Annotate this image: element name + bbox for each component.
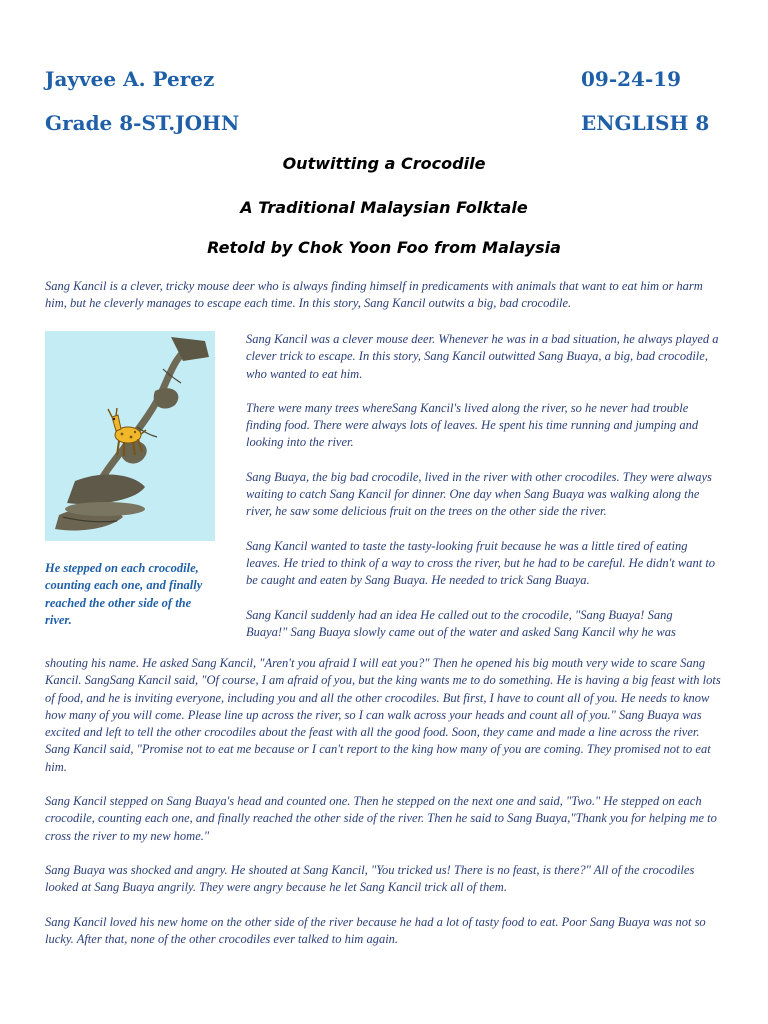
story-title: Outwitting a Crocodile [282, 154, 486, 173]
idea-paragraph-start [246, 607, 724, 642]
story-paragraph: Sang Buaya, the big bad crocodile, lived in the river with other crocodiles. They were always waiting to catch Sang Kancil for dinner. One day when Sang Buaya was walking along the river, he saw some delicious fruit on the trees on the other side the river. [246, 469, 712, 519]
story-paragraph: Sang Buaya was shocked and angry. He shouted at Sang Kancil, "You tricked us! There is no feast, is there?" All of the crocodiles looked at Sang Buaya angrily. They were angry because he let Sang Kancil trick all of them. [45, 862, 695, 895]
grade-section: Grade 8-ST.JOHN [45, 111, 240, 135]
story-paragraph: Sang Kancil stepped on Sang Buaya's head and counted one. Then he stepped on the next one and said, "Two." He stepped on each crocodile, counting each one, and finally reached the other side of the river. Then he said to Sang Buaya,"Thank you for helping me to cross the river to my new home." [45, 794, 717, 843]
crocodile-bridge-illustration [45, 331, 215, 541]
idea-line-2: Buaya!" Sang Buaya slowly came out of the water and asked Sang Kancil why he was [246, 624, 676, 639]
idea-paragraph-continued: shouting his name. He asked Sang Kancil, "Aren't you afraid I will eat you?" Then he opened his big mouth very wide to scare Sang Kancil. SangSang Kancil said, "Of course, I am afraid of you, but the king wants me to do something. He is having a big feast with lots of food, and he is inviting everyone, including you and all the other crocodiles. But first, I have to count all of you. He needs to know how many of you will come. Please line up across the river, so I can walk across your heads and count all of you." Sang Buaya was excited and left to tell the other crocodiles about the feast with all the good food. Soon, they came and made a line across the river. Sang Kancil said, "Promise not to eat me because or I can't report to the king how many of you are coming. They promised not to eat him. [45, 656, 721, 774]
subject: ENGLISH 8 [581, 111, 710, 135]
story-credit: Retold by Chok Yoon Foo from Malaysia [207, 238, 561, 257]
date: 09-24-19 [581, 67, 682, 91]
story-paragraph: Sang Kancil loved his new home on the other side of the river because he had a lot of tasty food to eat. Poor Sang Buaya was not so lucky. After that, none of the other crocodiles ever talked to him again. [45, 914, 706, 946]
idea-line-1: Sang Kancil suddenly had an idea He called out to the crocodile, "Sang Buaya! Sang [246, 607, 673, 622]
story-paragraph: Sang Kancil wanted to taste the tasty-looking fruit because he was a little tired of eating leaves. He tried to think of a way to cross the river, but he had to be careful. He didn't want to be caught and eaten by Sang Buaya. He needed to trick Sang Buaya. [246, 538, 716, 588]
illustration-caption: He stepped on each crocodile, counting each one, and finally reached the other side of the river. [45, 561, 203, 627]
intro-paragraph: Sang Kancil is a clever, tricky mouse deer who is always finding himself in predicaments with animals that want to eat him or harm him, but he cleverly manages to escape each time. In this story, Sang Kancil outwits a big, bad crocodile. [45, 279, 703, 311]
story-paragraph: There were many trees whereSang Kancil's lived along the river, so he never had trouble finding food. There were always lots of leaves. He spent his time running and jumping and looking into the river. [246, 400, 699, 450]
story-subtitle: A Traditional Malaysian Folktale [240, 198, 528, 217]
student-name: Jayvee A. Perez [45, 67, 215, 91]
story-paragraph: Sang Kancil was a clever mouse deer. Whenever he was in a bad situation, he always played a clever trick to escape. In this story, Sang Kancil outwitted Sang Buaya, a big, bad crocodile, who wanted to eat him. [246, 332, 719, 381]
mouse-deer-on-crocodiles-icon [45, 331, 215, 541]
